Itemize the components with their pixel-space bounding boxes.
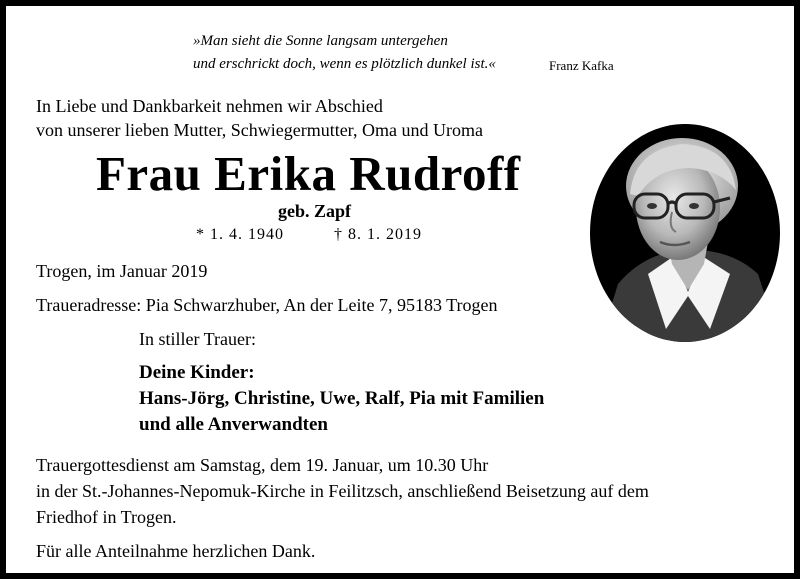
birth-star-icon: * xyxy=(196,226,205,243)
mourners-line-1: Deine Kinder: xyxy=(139,362,255,383)
quote-line-1: »Man sieht die Sonne langsam untergehen xyxy=(193,33,448,49)
death-date: 8. 1. 2019 xyxy=(348,226,422,243)
portrait-photo xyxy=(590,124,780,342)
funeral-service-info xyxy=(36,452,649,530)
mourning-address: Traueradresse: Pia Schwarzhuber, An der Leite 7, 95183 Trogen xyxy=(36,295,498,315)
place-date: Trogen, im Januar 2019 xyxy=(36,261,208,281)
mourners-heading: In stiller Trauer: xyxy=(139,329,256,349)
mourners-line-3: und alle Anverwandten xyxy=(139,414,328,435)
epigraph-quote xyxy=(193,30,496,76)
service-line-2: in der St.-Johannes-Nepomuk-Kirche in Feilitzsch, anschließend Beisetzung auf dem xyxy=(36,481,649,501)
thanks-note: Für alle Anteilnahme herzlichen Dank. xyxy=(36,541,316,561)
quote-line-2: und erschrickt doch, wenn es plötzlich dunkel ist.« xyxy=(193,56,496,72)
life-dates xyxy=(196,223,422,247)
intro-text xyxy=(36,94,483,142)
service-line-1: Trauergottesdienst am Samstag, dem 19. Januar, um 10.30 Uhr xyxy=(36,455,489,475)
deceased-name: Frau Erika Rudroff xyxy=(96,146,521,201)
birth-date: 1. 4. 1940 xyxy=(210,226,284,243)
mourners-line-2: Hans-Jörg, Christine, Uwe, Ralf, Pia mit Familien xyxy=(139,388,545,409)
intro-line-2: von unserer lieben Mutter, Schwiegermutter, Oma und Uroma xyxy=(36,120,483,140)
service-line-3: Friedhof in Trogen. xyxy=(36,507,177,527)
cross-icon: † xyxy=(334,226,343,243)
maiden-name: geb. Zapf xyxy=(278,201,352,221)
quote-author: Franz Kafka xyxy=(549,58,614,73)
intro-line-1: In Liebe und Dankbarkeit nehmen wir Abschied xyxy=(36,96,383,116)
mourners-list xyxy=(139,360,544,438)
